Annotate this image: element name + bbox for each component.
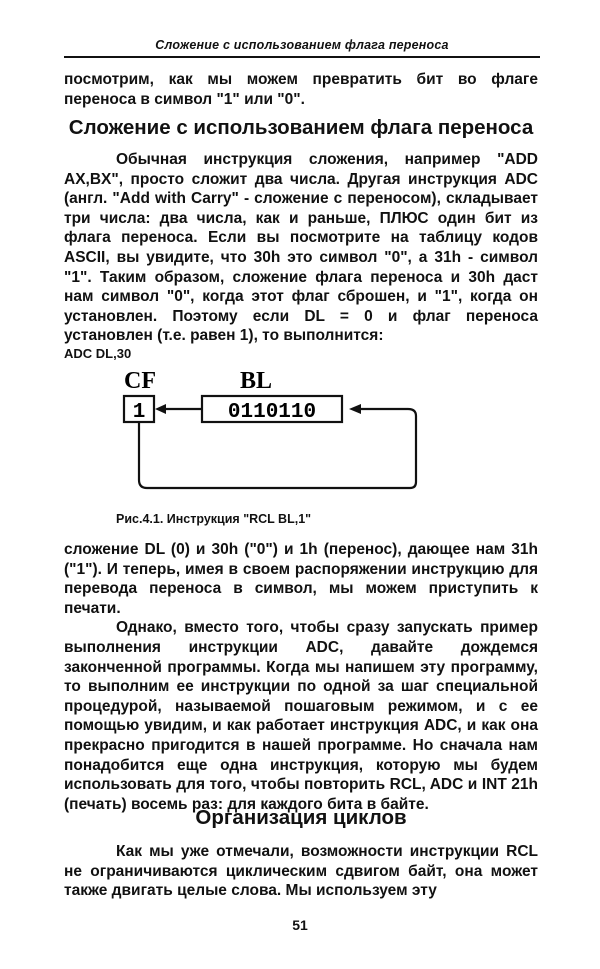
section2-paragraph — [64, 842, 538, 901]
cf-label: CF — [124, 368, 156, 394]
figure-caption: Рис.4.1. Инструкция "RCL BL,1" — [116, 512, 312, 526]
header-rule — [64, 56, 540, 58]
bl-label: BL — [240, 368, 273, 394]
after-figure-para2: Однако, вместо того, чтобы сразу запускать пример выполнения инструкции ADC, давайте дождемся законченной программы. Когда мы напишем эту программу, то выполним ее инструкции по одной за шаг специальной процедурой, называемой пошаговым режимом, и с ее помощью увидим, и как работает инструкция ADC, и как она прекрасно пригодится в нашей программе. Но сначала нам понадобится еще одна инструкция, которую мы будем использовать для того, чтобы повторить RCL, ADC и INT 21h (печать) восемь раз: для каждого бита в байте. — [64, 619, 538, 813]
bl-value: 0110110 — [227, 401, 317, 424]
rcl-diagram — [110, 362, 430, 492]
after-figure-text — [64, 540, 538, 814]
section-heading-loops: Организация циклов — [195, 806, 407, 829]
page-number: 51 — [292, 917, 308, 933]
intro-text: посмотрим, как мы можем превратить бит во флаге переноса в символ "1" или "0". — [64, 71, 538, 108]
section2-text: Как мы уже отмечали, возможности инструкции RCL не ограничиваются циклическим сдвигом байт, она может также двигать целые слова. Мы используем эту — [64, 843, 538, 900]
intro-paragraph — [64, 70, 538, 109]
section1-text: Обычная инструкция сложения, например "ADD AX,BX", просто сложит два числа. Другая инструкция ADC (англ. "Add with Carry" - сложение с переносом), складывает три числа: два числа, как и раньше, ПЛЮС один бит из флага переноса. Если вы посмотрите на таблицу кодов ASCII, вы увидите, что 30h это символ "0", а 31h - символ "1". Таким образом, сложение флага переноса и 30h даст нам символ "0", когда этот флаг сброшен, и "1", когда он установлен. Поэтому если DL = 0 и флаг переноса установлен (т.е. равен 1), то выполнится: — [64, 151, 538, 345]
code-line: ADC DL,30 — [64, 346, 132, 361]
section1-paragraph — [64, 150, 538, 346]
arrowhead-to-cf — [155, 404, 166, 414]
cf-value: 1 — [132, 401, 146, 424]
after-figure-para1: сложение DL (0) и 30h ("0") и 1h (перенос), дающее нам 31h ("1"). И теперь, имея в своем распоряжении инструкцию для перевода переноса в символ, мы можем приступить к печати. — [64, 541, 538, 617]
arrowhead-to-bl — [349, 404, 361, 414]
section-heading-carry-add: Сложение с использованием флага переноса — [68, 116, 534, 139]
running-header: Сложение с использованием флага переноса — [155, 38, 449, 52]
